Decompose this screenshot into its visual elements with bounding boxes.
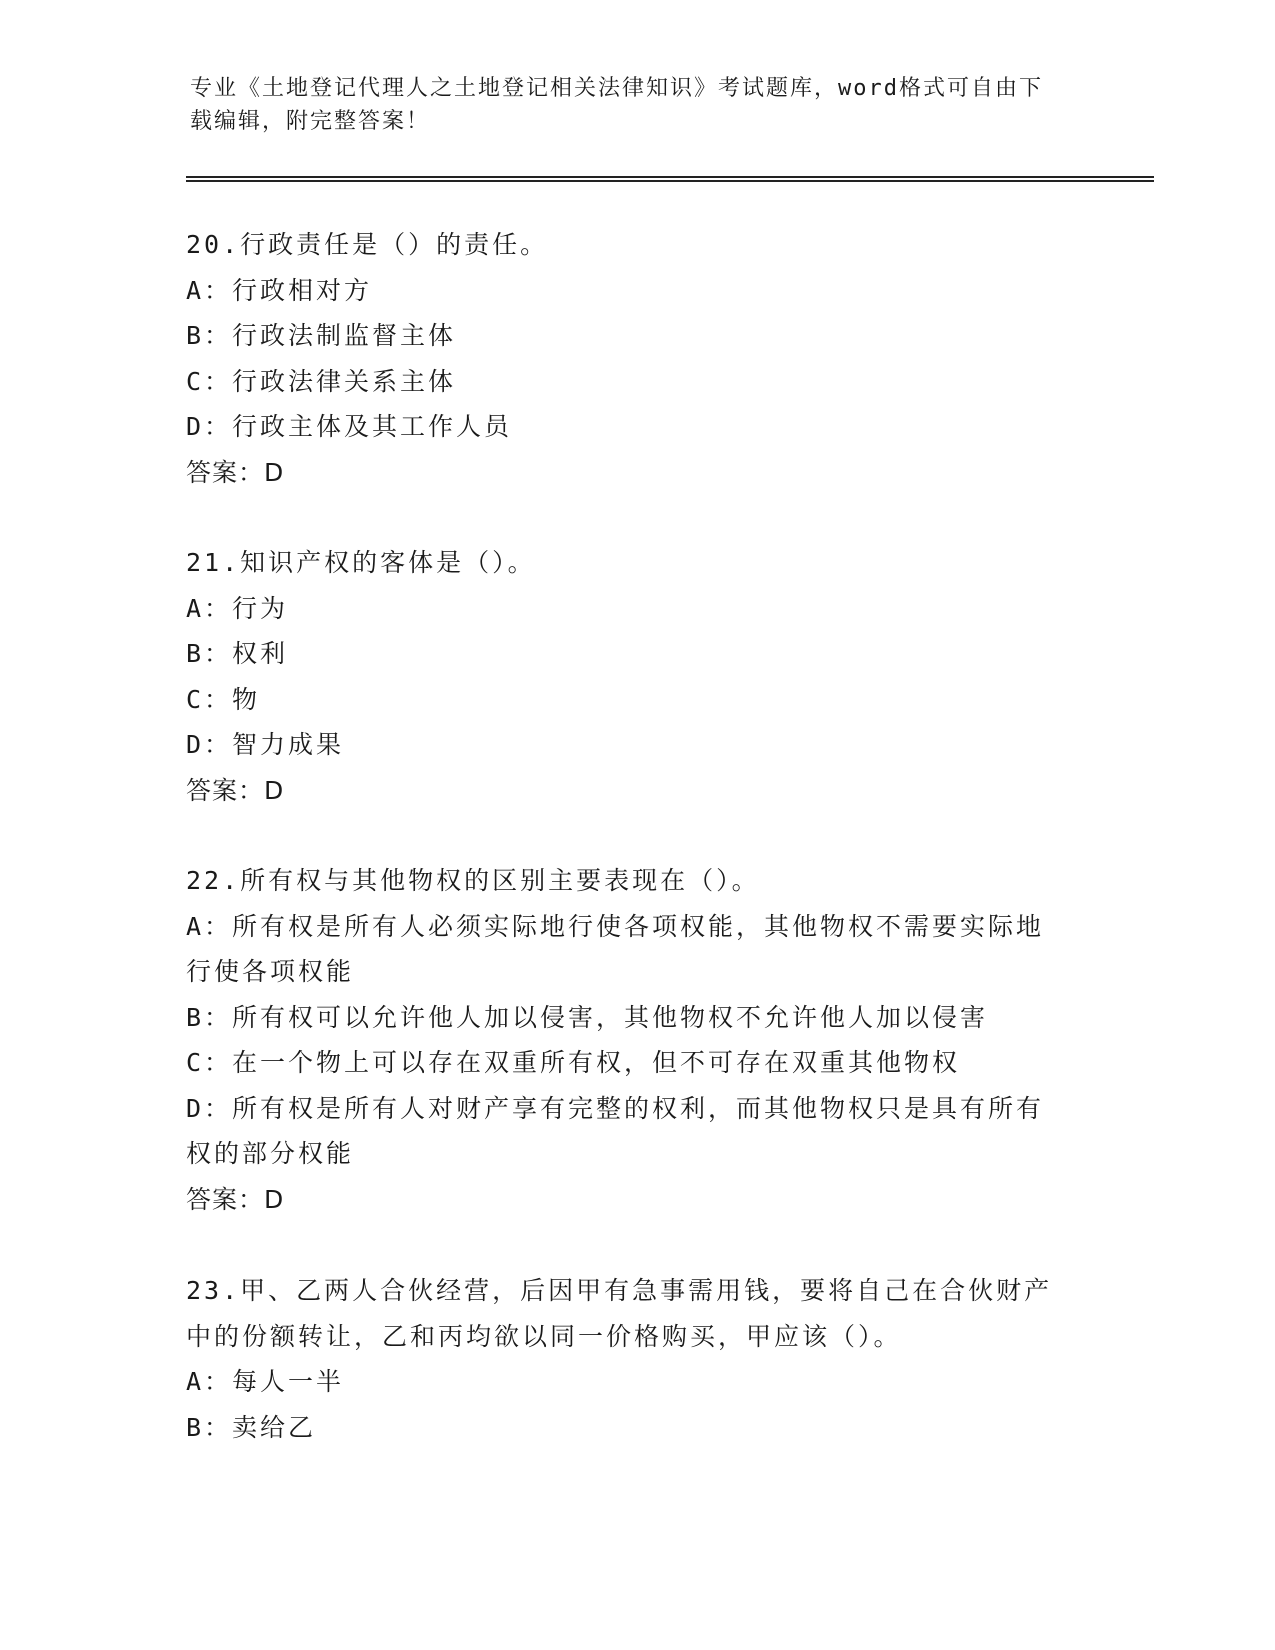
header-line-1: 专业《土地登记代理人之土地登记相关法律知识》考试题库，word格式可自由下: [190, 76, 1043, 101]
option-d: D：智力成果: [186, 730, 345, 759]
question-22: [186, 858, 1086, 1222]
option-a: A：行政相对方: [186, 275, 373, 305]
answer: 答案：D: [186, 775, 285, 805]
question-20: [186, 222, 1086, 495]
question-stem: 23.甲、乙两人合伙经营，后因甲有急事需用钱，要将自己在合伙财产: [186, 1276, 1053, 1305]
option-b: B：所有权可以允许他人加以侵害，其他物权不允许他人加以侵害: [186, 1002, 989, 1032]
option-a: A：所有权是所有人必须实际地行使各项权能，其他物权不需要实际地: [186, 911, 1045, 941]
header-divider: [186, 176, 1154, 182]
option-d-continued: 权的部分权能: [186, 1139, 355, 1168]
option-a-continued: 行使各项权能: [186, 957, 355, 986]
header-line-2: 载编辑，附完整答案！: [190, 109, 431, 134]
option-c: C：在一个物上可以存在双重所有权，但不可存在双重其他物权: [186, 1048, 961, 1077]
question-23: [186, 1268, 1086, 1450]
question-stem: 22.所有权与其他物权的区别主要表现在（）。: [186, 866, 760, 895]
option-a: A：每人一半: [186, 1367, 345, 1396]
question-stem: 20.行政责任是（）的责任。: [186, 230, 549, 259]
option-c: C：物: [186, 684, 261, 714]
document-header: [190, 72, 1090, 138]
option-d: D：所有权是所有人对财产享有完整的权利，而其他物权只是具有所有: [186, 1093, 1045, 1123]
question-stem: 21.知识产权的客体是（）。: [186, 548, 536, 577]
option-c: C：行政法律关系主体: [186, 366, 457, 396]
option-b: B：行政法制监督主体: [186, 321, 457, 350]
answer: 答案：D: [186, 1184, 285, 1214]
option-d: D：行政主体及其工作人员: [186, 412, 513, 441]
option-a: A：行为: [186, 593, 289, 623]
question-21: [186, 540, 1086, 813]
question-stem-continued: 中的份额转让，乙和丙均欲以同一价格购买，甲应该（）。: [186, 1321, 902, 1351]
option-b: B：卖给乙: [186, 1412, 317, 1442]
option-b: B：权利: [186, 639, 289, 668]
answer: 答案：D: [186, 457, 285, 487]
